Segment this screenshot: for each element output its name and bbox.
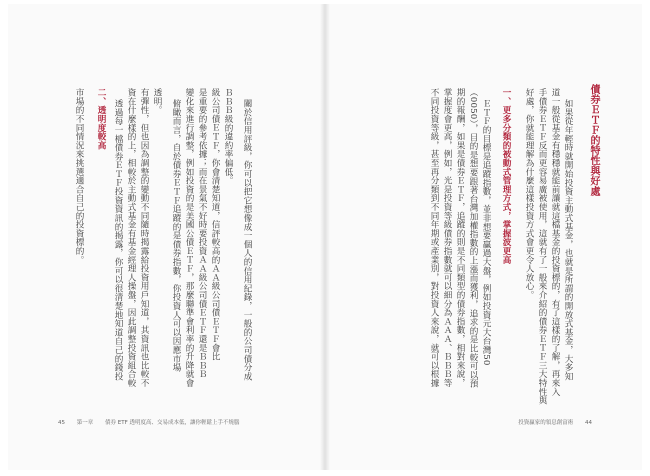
body-line: ＢＢＢ級的違約率偏低。 bbox=[223, 88, 233, 185]
page-number: 44 bbox=[585, 420, 592, 426]
body-line: 透過每一檔債券ＥＴＦ投資資訊的揭露，你可以很清楚地知道自己的錢投 bbox=[113, 99, 123, 381]
chapter-title: 債券 ETF 透明度高、交易成本低，讓你輕鬆上手不燒腦 bbox=[105, 420, 240, 426]
page-number: 45 bbox=[58, 420, 65, 426]
body-line: 有彈性，但也因為調整的變動不同隨時揭露給投資用戶知道，其資訊也比較不 bbox=[139, 88, 149, 388]
book-spread bbox=[8, 4, 642, 470]
section-heading-2: 二、透明度較高 bbox=[96, 88, 106, 150]
body-line: 手債券ＥＴＦ反而更容易廣被使用，這就有了一般來介紹的債券ＥＴＦ三大特性與 bbox=[537, 88, 547, 405]
book-title: 投資贏家的領息創富術 bbox=[518, 420, 574, 426]
right-footer bbox=[518, 418, 592, 426]
body-line: 市場的不同情況來挑選適合自己的投資標的。 bbox=[74, 88, 84, 264]
body-line: 期的報酬，如果是債券ＥＴＦ，追蹤的則是不同類型的債券指數，相對來說， bbox=[455, 88, 465, 388]
body-line: ＥＴＦ的目標是追蹤指數，並非想要贏過大盤，例如投資元大台灣50 bbox=[481, 99, 491, 366]
body-line: 如果從年輕時就開始投資主動式基金，也就是所謂的開放式基金，大多知 bbox=[563, 99, 573, 381]
body-line: 資在什麼樣的上，相較於主動式基金有基金經理人操盤，因此調整投資組合較 bbox=[126, 88, 136, 388]
body-line: （0050），目的是想要跟著台灣加權指數的上漲而獲利，追求的是比較可以預 bbox=[468, 88, 478, 388]
body-line: 好處，你就能理解為什麼這樣投資方式會更令人放心。 bbox=[524, 88, 534, 300]
body-line: 透明。 bbox=[152, 88, 162, 115]
body-line: 道一般從基金有穩穩就能前讓就這檔基金的投資標的，有了這樣的了解，再來入 bbox=[550, 88, 560, 396]
left-footer bbox=[58, 418, 240, 426]
page-title: 債券ＥＴＦ的特性與好處 bbox=[588, 84, 599, 197]
body-line: 是重要的參考依據；而在景氣不好時要投資ＡＡ級公司債ＥＴＦ還是ＢＢＢ bbox=[197, 88, 207, 379]
left-page bbox=[8, 4, 325, 470]
body-line: 級公司債ＥＴＦ，你會清楚知道，信評較高的ＡＡ級公司債ＥＴＦ會比 bbox=[210, 88, 220, 361]
chapter-label: 第一章 bbox=[76, 420, 94, 426]
section-heading-1: 一、更多分類的被動式管理方式，掌握波更高 bbox=[501, 88, 511, 264]
body-line: 變化來進行調整，例如投資的是美國公債ＥＴＦ，那麼聯準會利率的升降就會 bbox=[184, 88, 194, 388]
body-line: 掌握度會更高，例如，光是投資等級債券指數就可以細分為ＡＡＡ、ＢＢＢ等 bbox=[442, 88, 452, 388]
right-page bbox=[325, 4, 642, 470]
body-line: 不同投資等級，甚至再分類到不同年期或產業別，對投資人來說，就可以根據 bbox=[429, 88, 439, 388]
body-line: 關於信用評級，你可以把它想像成一個人的信用紀錄，一般的公司債分成 bbox=[242, 99, 252, 381]
body-line: 俯瞰而言，自於債券ＥＴＦ追蹤的是債券指數，你投資人可以因應市場 bbox=[171, 99, 181, 372]
